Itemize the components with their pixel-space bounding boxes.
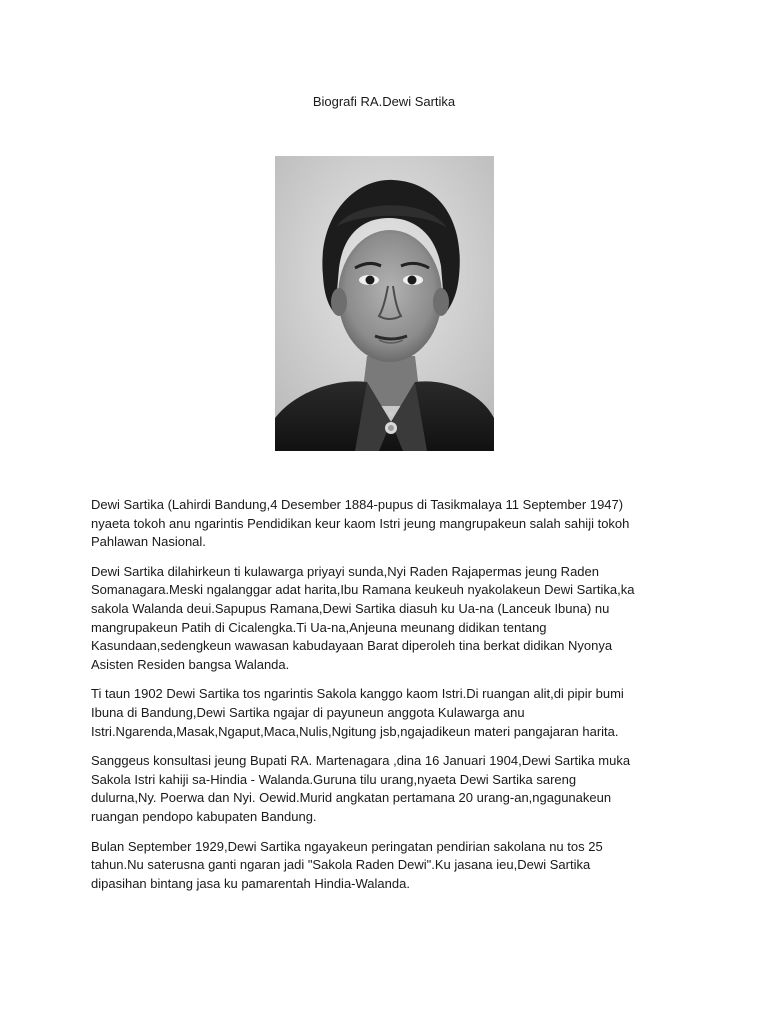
biography-text bbox=[91, 496, 681, 904]
text-line: Asisten Residen bangsa Walanda. bbox=[91, 656, 290, 672]
text-line: Ibuna di Bandung,Dewi Sartika ngajar di payuneun anggota Kulawarga anu bbox=[91, 704, 525, 720]
paragraph bbox=[91, 563, 681, 675]
text-line: dulurna,Ny. Poerwa dan Nyi. Oewid.Murid angkatan pertamana 20 urang-an,ngagunakeun bbox=[91, 790, 612, 806]
text-line: tahun.Nu saterusna ganti ngaran jadi "Sakola Raden Dewi".Ku jasana ieu,Dewi Sartika bbox=[91, 857, 591, 873]
portrait-image bbox=[275, 156, 494, 451]
text-line: Kasundaan,sedengkeun wawasan kabudayaan Barat diperoleh tina berkat didikan Nyonya bbox=[91, 638, 613, 654]
page-title: Biografi RA.Dewi Sartika bbox=[312, 94, 456, 109]
text-line: Ti taun 1902 Dewi Sartika tos ngarintis Sakola kanggo kaom Istri.Di ruangan alit,di pipir bumi bbox=[91, 686, 624, 702]
paragraph bbox=[91, 838, 681, 894]
text-line: dipasihan bintang jasa ku pamarentah Hindia-Walanda. bbox=[91, 875, 410, 891]
paragraph bbox=[91, 496, 681, 552]
text-line: Bulan September 1929,Dewi Sartika ngayakeun peringatan pendirian sakolana nu tos 25 bbox=[91, 838, 603, 854]
text-line: Dewi Sartika dilahirkeun ti kulawarga priyayi sunda,Nyi Raden Rajapermas jeung Raden bbox=[91, 563, 599, 579]
text-line: mangrupakeun Patih di Cicalengka.Ti Ua-na,Anjeuna meunang didikan tentang bbox=[91, 619, 547, 635]
text-line: sakola Walanda deui.Sapupus Ramana,Dewi Sartika diasuh ku Ua-na (Lanceuk Ibuna) nu bbox=[91, 600, 610, 616]
text-line: ruangan pendopo kabupaten Bandung. bbox=[91, 808, 317, 824]
text-line: Pahlawan Nasional. bbox=[91, 534, 206, 550]
text-line: Sanggeus konsultasi jeung Bupati RA. Martenagara ,dina 16 Januari 1904,Dewi Sartika muka bbox=[91, 753, 631, 769]
text-line: nyaeta tokoh anu ngarintis Pendidikan keur kaom Istri jeung mangrupakeun salah sahiji tokoh bbox=[91, 515, 630, 531]
text-line: Istri.Ngarenda,Masak,Ngaput,Maca,Nulis,Ngitung jsb,ngajadikeun materi pangajaran harita. bbox=[91, 723, 619, 739]
text-line: Dewi Sartika (Lahirdi Bandung,4 Desember 1884-pupus di Tasikmalaya 11 September 1947) bbox=[91, 497, 624, 512]
portrait-photo bbox=[275, 156, 494, 451]
paragraph bbox=[91, 752, 681, 826]
text-line: Somanagara.Meski ngalanggar adat harita,Ibu Ramana keukeuh nyakolakeun Dewi Sartika,ka bbox=[91, 582, 635, 598]
text-line: Sakola Istri kahiji sa-Hindia - Walanda.Guruna tilu urang,nyaeta Dewi Sartika sareng bbox=[91, 771, 577, 787]
paragraph bbox=[91, 685, 681, 741]
